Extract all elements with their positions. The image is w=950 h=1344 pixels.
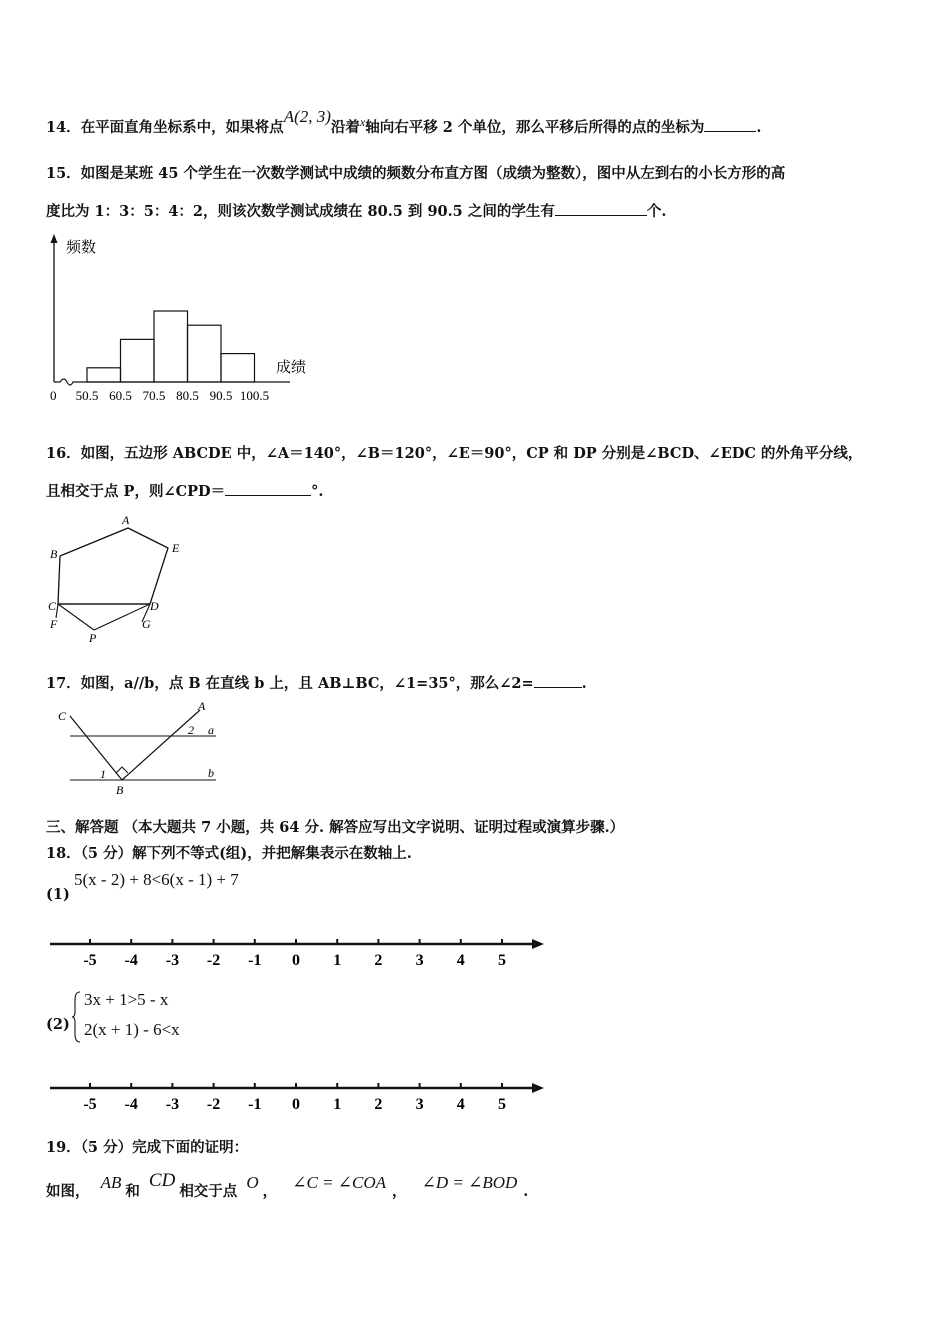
number-line-tick-label: 0 [292,1096,300,1113]
q19-number: 19． [46,1139,81,1156]
label-c: C [48,599,57,613]
q17-end: . [581,675,587,692]
number-line-tick-label: -4 [124,1096,138,1113]
number-line-tick-label: -1 [248,952,262,969]
q14-line [46,107,762,137]
pentagon-abcde [58,528,168,604]
number-line-tick-label: -3 [165,952,180,969]
q18-part1-label: (1) [46,886,70,903]
q18-part2-label: (2) [46,1016,70,1033]
number-line-1 [48,932,548,972]
q19-text-a: 如图， [46,1183,90,1200]
q19-segment-cd: CD [148,1170,176,1191]
q16-text-line1: 如图，五边形 ABCDE 中，∠A＝140°，∠B＝120°，∠E＝90°，CP 和 DP 分别是∠BCD、∠EDC 的外角平分线， [80,445,863,462]
number-line-tick-label: 3 [415,1096,424,1113]
segment-ba [122,710,200,780]
label-line-b: b [208,766,214,780]
histogram-bar [87,368,121,382]
q17-answer-blank[interactable] [534,673,582,688]
q19-text: （5 分）完成下面的证明： [80,1139,249,1156]
histogram-bar [121,339,155,382]
number-line-tick-label: 5 [498,1096,506,1113]
pentagon-figure [46,512,206,646]
parallel-lines-figure [56,700,226,796]
histogram-tick-label: 60.5 [109,388,132,403]
x-axis-label: 成绩 [276,360,307,376]
histogram-tick-label: 100.5 [239,388,270,403]
right-angle-mark-icon [116,767,128,773]
q19-comma-1: ， [262,1183,278,1200]
histogram-tick-label: 70.5 [142,388,166,403]
label-a-point: A [198,699,206,713]
label-a: A [122,513,130,527]
q15-number: 15． [46,165,81,182]
q15-text-line1: 如图是某班 45 个学生在一次数学测试中成绩的频数分布直方图（成绩为整数），图中从左到右的小长方形的高 [80,165,786,182]
number-line-arrow-icon [532,939,544,949]
q14-answer-blank[interactable] [704,117,756,132]
y-axis-arrow-icon [51,234,58,243]
number-line-tick-label: 2 [374,952,383,969]
histogram-bar [221,354,255,382]
q14-point: A(2, 3) [283,107,331,126]
number-line-tick-label: -2 [206,952,221,969]
q19-line1 [46,1136,248,1157]
number-line-tick-label: 0 [292,952,300,969]
q19-equation-2: ∠D = ∠BOD [421,1173,518,1192]
label-c: C [58,709,67,723]
q16-line1 [46,442,862,463]
q15-answer-blank[interactable] [555,201,647,216]
q16-text-end: °. [311,483,324,500]
number-line-tick-label: 4 [456,952,465,969]
label-e: E [172,541,180,555]
q18-part2-line1: 3x + 1>5 - x [84,990,169,1009]
number-line-2 [48,1076,548,1116]
label-d: D [150,599,159,613]
q16-line2 [46,480,323,501]
label-g: G [142,617,151,631]
q16-text-line2: 且相交于点 P，则∠CPD＝ [46,483,226,500]
number-line-tick-label: 3 [415,952,424,969]
histogram-bar [154,311,188,382]
segment-bc [70,716,122,780]
label-b: B [116,783,124,797]
label-f: F [50,617,58,631]
histogram-tick-label: 50.5 [75,388,99,403]
number-line-tick-label: 1 [333,1096,342,1113]
q19-segment-ab: AB [100,1173,122,1192]
histogram-tick-label: 90.5 [209,388,233,403]
q17-number: 17． [46,675,81,692]
q16-answer-blank[interactable] [225,481,311,496]
q18-part2-line2: 2(x + 1) - 6<x [84,1020,180,1039]
q19-end: . [523,1183,529,1200]
number-line-tick-label: -5 [83,1096,97,1113]
number-line-tick-label: -4 [124,952,138,969]
histogram-bar [188,325,222,382]
number-line-tick-label: 4 [456,1096,465,1113]
extension-cf [56,604,58,618]
q17-text: 如图，a//b，点 B 在直线 b 上，且 AB⊥BC，∠1=35°，那么∠2= [80,675,534,692]
q17-line [46,672,587,693]
q14-number: 14． [46,119,81,136]
number-line-tick-label: -1 [248,1096,262,1113]
number-line-tick-label: 2 [374,1096,383,1113]
q19-point-o: O [246,1173,259,1192]
label-angle-1: 1 [100,767,106,781]
segment-cp [58,604,94,630]
q18-part1-expression: 5(x - 2) + 8<6(x - 1) + 7 [74,870,239,889]
q18-line [46,842,412,863]
origin-label: 0 [50,388,57,403]
q18-number: 18． [46,845,81,862]
q19-comma-2: ， [392,1183,407,1200]
number-line-tick-label: -2 [206,1096,221,1113]
q15-text-line2: 度比为 1：3：5：4：2，则该次数学测试成绩在 80.5 到 90.5 之间的学生有 [46,203,555,220]
q14-axis: x [359,115,366,129]
q16-number: 16． [46,445,81,462]
histogram-figure [40,232,330,412]
q14-text-pre: 在平面直角坐标系中，如果将点 [80,119,284,136]
q19-line2 [46,1170,529,1202]
number-line-tick-label: -5 [83,952,97,969]
q14-end: . [756,119,762,136]
q18-text: （5 分）解下列不等式(组)，并把解集表示在数轴上. [80,845,412,862]
label-p: P [89,631,97,645]
histogram-tick-label: 80.5 [176,388,199,403]
section3-title: 三、解答题 （本大题共 7 小题，共 64 分. 解答应写出文字说明、证明过程或演算步骤.） [46,819,625,836]
number-line-tick-label: -3 [165,1096,180,1113]
label-b: B [50,547,58,561]
y-axis-label: 频数 [66,240,97,256]
q15-line1 [46,162,785,183]
q19-text-b: 和 [125,1183,140,1200]
q19-text-c: 相交于点 [179,1183,238,1200]
q15-text-end: 个. [646,203,667,220]
label-line-a: a [208,723,214,737]
q14-text-mid: 沿着 [330,119,360,136]
number-line-arrow-icon [532,1083,544,1093]
number-line-tick-label: 5 [498,952,506,969]
label-angle-2: 2 [188,723,194,737]
q14-text-post: 轴向右平移 2 个单位，那么平移后所得的点的坐标为 [365,119,705,136]
q19-equation-1: ∠C = ∠COA [292,1173,387,1192]
number-line-tick-label: 1 [333,952,342,969]
q15-line2 [46,200,666,221]
system-brace-icon [72,990,82,1044]
